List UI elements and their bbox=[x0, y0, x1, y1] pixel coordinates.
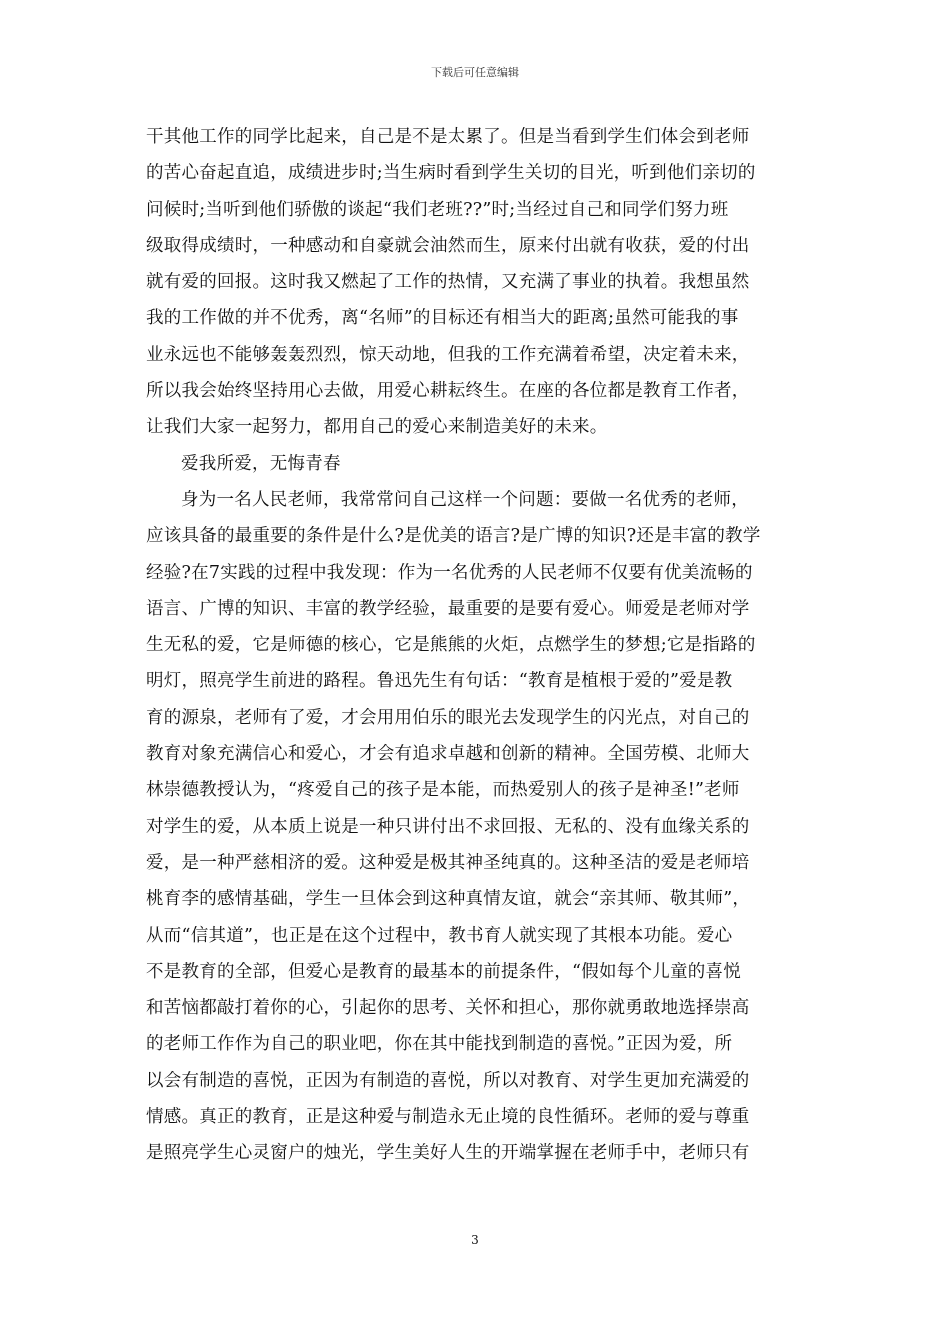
paragraph-line: 教育对象充满信心和爱心，才会有追求卓越和创新的精神。全国劳模、北师大 bbox=[146, 744, 750, 765]
paragraph-line: 林崇德教授认为，“疼爱自己的孩子是本能，而热爱别人的孩子是神圣!”老师 bbox=[146, 780, 740, 801]
body-line: 就有爱的回报。这时我又燃起了工作的热情，又充满了事业的执着。我想虽然 bbox=[146, 272, 750, 293]
body-line: 级取得成绩时，一种感动和自豪就会油然而生，原来付出就有收获，爱的付出 bbox=[146, 235, 750, 256]
paragraph-line: 桃育李的感情基础，学生一旦体会到这种真情友谊，就会“亲其师、敬其师”， bbox=[146, 889, 751, 910]
body-line: 所以我会始终坚持用心去做，用爱心耕耘终生。在座的各位都是教育工作者， bbox=[146, 381, 750, 402]
paragraph-line: 明灯，照亮学生前进的路程。鲁迅先生有句话：“教育是植根于爱的”爱是教 bbox=[146, 671, 733, 692]
page-header-note: 下载后可任意编辑 bbox=[431, 66, 519, 79]
body-line: 问候时;当听到他们骄傲的谈起“我们老班??”时;当经过自己和同学们努力班 bbox=[146, 199, 729, 220]
paragraph-line: 是照亮学生心灵窗户的烛光，学生美好人生的开端掌握在老师手中，老师只有 bbox=[146, 1143, 750, 1164]
document-body bbox=[146, 119, 806, 1172]
body-line: 的苦心奋起直追，成绩进步时;当生病时看到学生关切的目光，听到他们亲切的 bbox=[146, 163, 756, 184]
paragraph-line: 育的源泉，老师有了爱，才会用用伯乐的眼光去发现学生的闪光点，对自己的 bbox=[146, 707, 750, 728]
page-number: 3 bbox=[471, 1233, 479, 1247]
paragraph-line: 以会有制造的喜悦，正因为有制造的喜悦，所以对教育、对学生更加充满爱的 bbox=[146, 1070, 750, 1091]
paragraph-line: 不是教育的全部，但爱心是教育的最基本的前提条件，“假如每个儿童的喜悦 bbox=[146, 961, 741, 982]
paragraph-line: 生无私的爱，它是师德的核心，它是熊熊的火炬，点燃学生的梦想;它是指路的 bbox=[146, 635, 756, 656]
body-line: 业永远也不能够轰轰烈烈，惊天动地，但我的工作充满着希望，决定着未来， bbox=[146, 344, 750, 365]
paragraph-line: 的老师工作作为自己的职业吧，你在其中能找到制造的喜悦。”正因为爱，所 bbox=[146, 1034, 733, 1055]
paragraph-line: 应该具备的最重要的条件是什么?是优美的语言?是广博的知识?还是丰富的教学 bbox=[146, 526, 761, 547]
paragraph-line: 和苦恼都敲打着你的心，引起你的思考、关怀和担心，那你就勇敢地选择崇高 bbox=[146, 998, 750, 1019]
body-line: 让我们大家一起努力，都用自己的爱心来制造美好的未来。 bbox=[146, 417, 608, 438]
paragraph-line: 经验?在7实践的过程中我发现：作为一名优秀的人民老师不仅要有优美流畅的 bbox=[146, 562, 753, 583]
paragraph-line: 爱，是一种严慈相济的爱。这种爱是极其神圣纯真的。这种圣洁的爱是老师培 bbox=[146, 852, 750, 873]
paragraph-line: 语言、广博的知识、丰富的教学经验，最重要的是要有爱心。师爱是老师对学 bbox=[146, 598, 750, 619]
paragraph-line: 从而“信其道”，也正是在这个过程中，教书育人就实现了其根本功能。爱心 bbox=[146, 925, 733, 946]
paragraph-line: 身为一名人民老师，我常常问自己这样一个问题：要做一名优秀的老师， bbox=[181, 489, 749, 510]
paragraph-line: 情感。真正的教育，正是这种爱与制造永无止境的良性循环。老师的爱与尊重 bbox=[146, 1107, 750, 1128]
section-title: 爱我所爱，无悔青春 bbox=[181, 453, 341, 474]
paragraph-line: 对学生的爱，从本质上说是一种只讲付出不求回报、无私的、没有血缘关系的 bbox=[146, 816, 750, 837]
body-line: 干其他工作的同学比起来，自己是不是太累了。但是当看到学生们体会到老师 bbox=[146, 127, 750, 147]
body-line: 我的工作做的并不优秀，离“名师”的目标还有相当大的距离;虽然可能我的事 bbox=[146, 308, 739, 329]
